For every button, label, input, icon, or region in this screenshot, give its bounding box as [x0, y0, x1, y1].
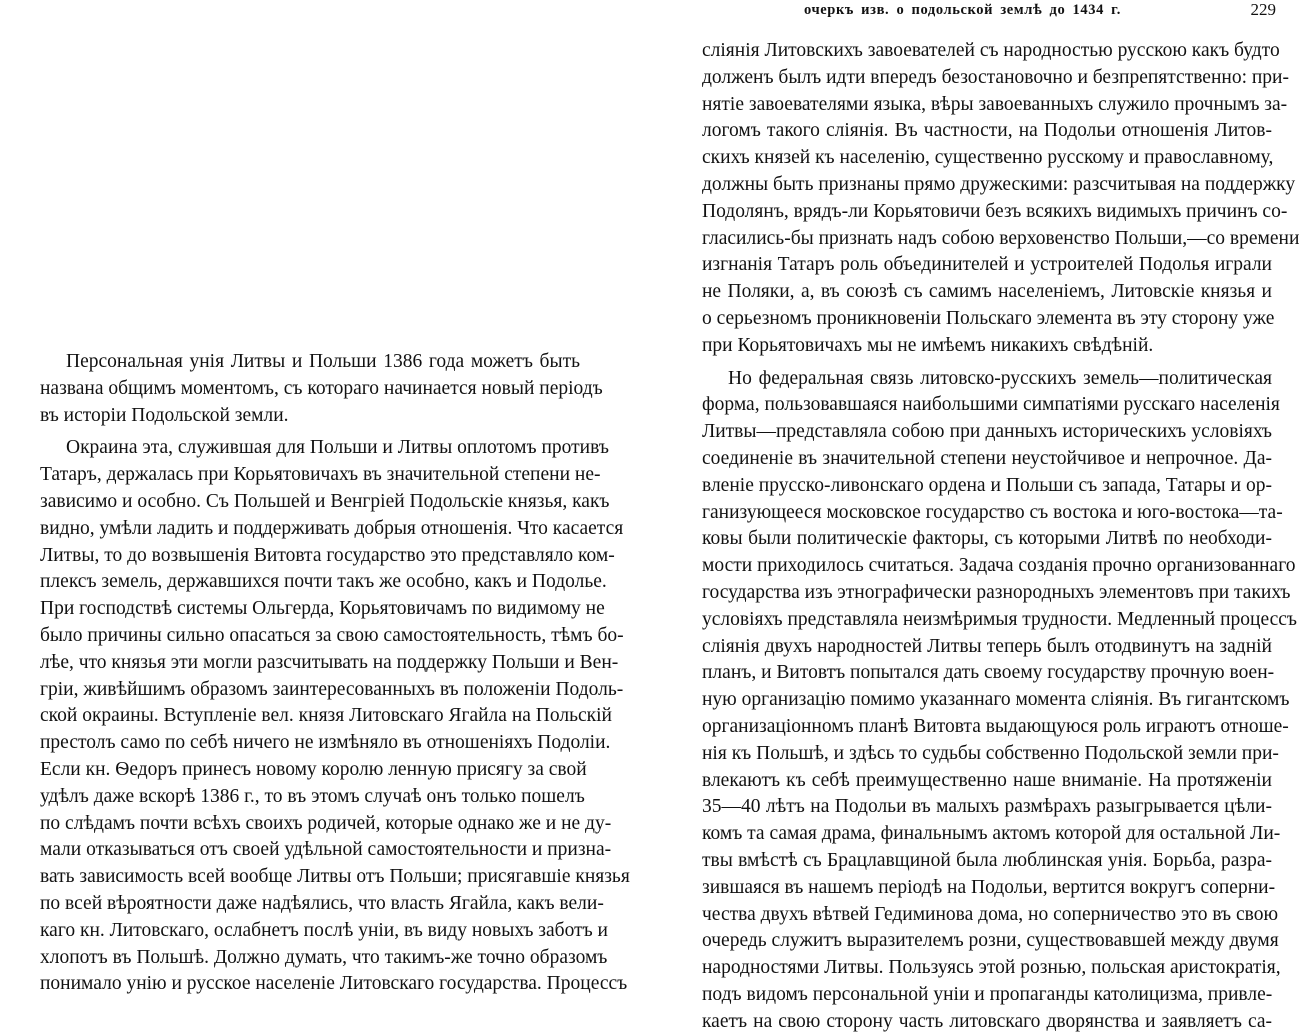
text-line: понимало унiю и русское населенiе Литовскаго государства. Процессъ	[40, 973, 628, 995]
text-line: ской окраины. Вступленiе вел. князя Литовскаго Ягайла на Польскiй	[40, 705, 612, 727]
text-line: при Корьятовичахъ мы не имѣемъ никакихъ свѣдѣнiй.	[702, 334, 1154, 356]
text-line: мости приходилось считаться. Задача созданiя прочно организованнаго	[702, 555, 1296, 577]
text-line: логомъ такого слiянiя. Въ частности, на Подольи отношенiя Литов-	[702, 120, 1272, 142]
text-line: о серьезномъ проникновенiи Польскаго элемента въ эту сторону уже	[702, 307, 1275, 329]
text-line: 35—40 лѣтъ на Подольи въ малыхъ размѣрахъ разыгрывается цѣли-	[702, 796, 1272, 818]
text-line: подъ видомъ персональной унiи и пропаганды католицизма, привле-	[702, 983, 1273, 1005]
text-line: ную организацiю помимо указаннаго момента слiянiя. Въ гигантскомъ	[702, 689, 1290, 711]
text-line: въ исторiи Подольской земли.	[40, 404, 289, 426]
text-line: Если кн. Ѳедоръ принесъ новому королю ленную присягу за свой	[40, 758, 587, 780]
text-line: очередь служитъ выразителемъ розни, существовавшей между двумя	[702, 930, 1279, 952]
text-line: удѣлъ даже вскорѣ 1386 г., то въ этомъ случаѣ онъ только пошелъ	[40, 785, 585, 807]
text-line: ганизующееся московское государство съ востока и юго-востока—та-	[702, 501, 1283, 523]
text-line: планъ, и Витовтъ попытался дать своему государству прочную воен-	[702, 662, 1275, 684]
text-line: престолъ само по себѣ ничего не измѣняло въ отношенiяхъ Подолiи.	[40, 732, 611, 754]
right-page	[640, 0, 1299, 1032]
text-line: чества двухъ вѣтвей Гедиминова дома, но соперничество это въ свою	[702, 903, 1279, 925]
text-line: форма, пользовавшаяся наибольшими симпатiями русскаго населенiя	[702, 394, 1280, 416]
text-line: нiя къ Польшѣ, и здѣсь то судьбы собственно Подольской земли при-	[702, 742, 1279, 764]
text-line: вать зависимость всей вообще Литвы отъ Польши; присягавшiе князья	[40, 866, 630, 888]
text-line: Подолянъ, врядъ-ли Корьятовичи безъ всякихъ видимыхъ причинъ со-	[702, 200, 1288, 222]
text-line: названа общимъ моментомъ, съ котораго начинается новый перiодъ	[40, 377, 603, 399]
right-page-text	[702, 38, 1299, 1035]
text-line: Персональная унiя Литвы и Польши 1386 года можетъ быть	[66, 351, 580, 372]
text-line: скихъ князей къ населенiю, существенно русскому и православному,	[702, 147, 1274, 169]
text-line: долженъ былъ идти впередъ безостановочно и безпрепятственно: при-	[702, 66, 1289, 88]
text-line: должны быть признаны прямо дружескими: разсчитывая на поддержку	[702, 173, 1296, 195]
text-line: Татаръ, держалась при Корьятовичахъ въ значительной степени не-	[40, 464, 601, 486]
text-line: зависимо и особно. Съ Польшей и Венгрiей Подольскiе князья, какъ	[40, 490, 610, 512]
text-line: При господствѣ системы Ольгерда, Корьятовичамъ по видимому не	[40, 598, 605, 620]
text-line: слiянiя Литовскихъ завоевателей съ народностью русскою какъ будто	[702, 40, 1280, 61]
page-number: 229	[1250, 0, 1276, 19]
text-line: каго кн. Литовскаго, ослабнетъ послѣ унiи, въ виду новыхъ заботъ и	[40, 919, 608, 941]
text-line: плексъ земель, державшихся почти такъ же особно, какъ и Подолье.	[40, 571, 607, 593]
text-line: изгнанiя Татаръ роль объединителей и устроителей Подолья играли	[702, 254, 1272, 276]
text-line: государства изъ этнографически разнородныхъ элементовъ при такихъ	[702, 581, 1291, 603]
text-line: твы вмѣстѣ съ Брацлавщиной была люблинская унiя. Борьба, разра-	[702, 849, 1272, 871]
text-line: условiяхъ представляла неизмѣримыя трудности. Медленный процессъ	[702, 608, 1297, 630]
text-line: Литвы, то до возвышенiя Витовта государство это представляло ком-	[40, 544, 615, 566]
text-line: народностями Литвы. Пользуясь этой рознью, польская аристократiя,	[702, 957, 1281, 979]
text-line: нятiе завоевателями языка, вѣры завоеванныхъ служило прочнымъ за-	[702, 93, 1288, 115]
left-page	[0, 0, 640, 995]
text-line: комъ та самая драма, финальнымъ актомъ которой для остальной Ли-	[702, 823, 1281, 845]
text-line: организацiонномъ планѣ Витовта выдающуюся роль играютъ отноше-	[702, 715, 1289, 737]
text-line: каетъ на свою сторону часть литовскаго дворянства и заявляетъ са-	[702, 1010, 1272, 1032]
text-line: соединенiе въ значительной степени неустойчивое и непрочное. Да-	[702, 447, 1272, 469]
text-line: ковы были политическiе факторы, съ которыми Литвѣ по необходи-	[702, 528, 1272, 550]
text-line: мали отказываться отъ своей удѣльной самостоятельности и призна-	[40, 839, 612, 861]
text-line: лѣе, что князья эти могли разсчитывать на поддержку Польши и Вен-	[40, 651, 619, 673]
text-line: по всей вѣроятности даже надѣялись, что власть Ягайла, какъ вели-	[40, 892, 604, 914]
text-line: Литвы—представляла собою при данныхъ историческихъ условiяхъ	[702, 421, 1272, 443]
text-line: видно, умѣли ладить и поддерживать добрыя отношенiя. Что касается	[40, 517, 624, 539]
text-line: гласились-бы признать надъ собою верховенство Польши,—со времени	[702, 227, 1299, 249]
text-line: не Поляки, а, въ союзѣ съ самимъ населенiемъ, Литовскiе князья и	[702, 281, 1272, 303]
text-line: Но федеральная связь литовско-русскихъ земель—политическая	[728, 367, 1272, 389]
text-line: вленiе прусско-ливонскаго ордена и Польши съ запада, Татары и ор-	[702, 474, 1272, 496]
text-line: было причины сильно опасаться за свою самостоятельность, тѣмъ бо-	[40, 624, 624, 646]
text-line: зившаяся въ нашемъ перiодѣ на Подольи, вертится вокругъ соперни-	[702, 876, 1276, 898]
text-line: по слѣдамъ почти всѣхъ своихъ родичей, которые однако же и не ду-	[40, 812, 612, 834]
running-head: очеркъ изв. о подольской землѣ до 1434 г.	[804, 2, 1121, 18]
text-line: хлопотъ въ Польшѣ. Должно думать, что такимъ-же точно образомъ	[40, 946, 608, 968]
left-page-text	[40, 349, 630, 998]
text-line: влекаютъ къ себѣ преимущественно наше вниманiе. На протяженiи	[702, 769, 1272, 791]
text-line: грiи, живѣйшимъ образомъ заинтересованныхъ въ положенiи Подоль-	[40, 678, 624, 700]
text-line: Окраина эта, служившая для Польши и Литвы оплотомъ противъ	[66, 437, 609, 459]
text-line: слiянiя двухъ народностей Литвы теперь былъ отодвинутъ на заднiй	[702, 635, 1272, 657]
